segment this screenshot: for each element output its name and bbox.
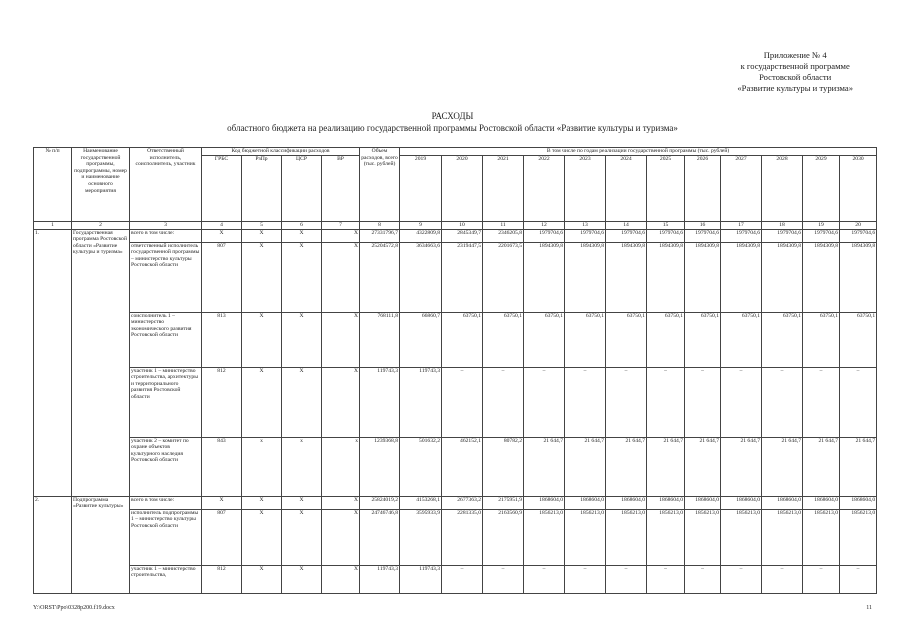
year-value: 1868604,0 (803, 496, 840, 509)
column-number-row (34, 221, 877, 229)
year-value: – (524, 565, 565, 593)
responsible: ответственный исполнитель государственной программы – министерство культуры Ростовской области (130, 242, 202, 312)
total-volume: 119743,3 (360, 565, 400, 593)
header-year: 2029 (803, 155, 840, 221)
csr-code: X (282, 367, 322, 437)
year-value: 1979704,6 (721, 229, 762, 242)
column-number: 16 (685, 221, 721, 229)
year-value: – (606, 367, 647, 437)
year-value: 21 644,7 (606, 437, 647, 496)
year-value: 1868604,0 (762, 496, 803, 509)
column-number: 13 (565, 221, 606, 229)
header-year: 2024 (606, 155, 647, 221)
year-value: 63750,1 (606, 312, 647, 367)
header-vr: ВР (322, 155, 360, 221)
year-value: – (762, 367, 803, 437)
row-number: 2. (34, 496, 72, 593)
year-value: 119743,3 (400, 367, 442, 437)
year-value: 63750,1 (762, 312, 803, 367)
table-body (34, 229, 877, 593)
table-row (34, 509, 877, 565)
grbs-code: 813 (202, 312, 242, 367)
header-year: 2021 (483, 155, 524, 221)
csr-code: X (282, 565, 322, 593)
year-value: 1868604,0 (606, 496, 647, 509)
year-value: 2281335,0 (442, 509, 483, 565)
year-value: 1979704,6 (565, 229, 606, 242)
year-value: – (442, 367, 483, 437)
rzpr-code: x (242, 437, 282, 496)
header-year: 2027 (721, 155, 762, 221)
responsible: всего в том числе: (130, 229, 202, 242)
column-number: 5 (242, 221, 282, 229)
vr-code: X (322, 312, 360, 367)
vr-code: x (322, 437, 360, 496)
header-year: 2023 (565, 155, 606, 221)
vr-code: X (322, 496, 360, 509)
rzpr-code: X (242, 565, 282, 593)
year-value: – (685, 367, 721, 437)
year-value: 21 644,7 (803, 437, 840, 496)
year-value: 63750,1 (840, 312, 877, 367)
rzpr-code: X (242, 312, 282, 367)
year-value: 1856213,0 (565, 509, 606, 565)
document-title (0, 110, 905, 134)
column-number: 3 (130, 221, 202, 229)
year-value: 63750,1 (647, 312, 685, 367)
column-number: 10 (442, 221, 483, 229)
budget-table (33, 147, 877, 594)
year-value: 66860,7 (400, 312, 442, 367)
column-number: 12 (524, 221, 565, 229)
year-value: 462152,1 (442, 437, 483, 496)
year-value: 2163560,9 (483, 509, 524, 565)
year-value: 63750,1 (721, 312, 762, 367)
file-path: Y:\ORST\Ppo\0328p200.f19.docx (33, 605, 115, 611)
year-value: 1894309,8 (685, 242, 721, 312)
table-row (34, 565, 877, 593)
rzpr-code: X (242, 367, 282, 437)
year-value: 21 644,7 (647, 437, 685, 496)
year-value: 63750,1 (524, 312, 565, 367)
year-value: 1979704,6 (606, 229, 647, 242)
year-value: 1856213,0 (840, 509, 877, 565)
header-year: 2030 (840, 155, 877, 221)
rzpr-code: X (242, 496, 282, 509)
total-volume: 768111,8 (360, 312, 400, 367)
year-value: 2677363,2 (442, 496, 483, 509)
year-value: – (606, 565, 647, 593)
year-value: 501632,2 (400, 437, 442, 496)
vr-code: X (322, 242, 360, 312)
csr-code: X (282, 496, 322, 509)
total-volume: 27331796,7 (360, 229, 400, 242)
row-number: 1. (34, 229, 72, 496)
year-value: 4153268,1 (400, 496, 442, 509)
column-number: 20 (840, 221, 877, 229)
appendix-line: «Развитие культуры и туризма» (737, 83, 853, 93)
year-value: 63750,1 (803, 312, 840, 367)
total-volume: 119743,3 (360, 367, 400, 437)
vr-code: X (322, 565, 360, 593)
year-value: 21 644,7 (685, 437, 721, 496)
table-row (34, 229, 877, 242)
year-value: 1979704,6 (685, 229, 721, 242)
appendix-line: к государственной программе (740, 61, 850, 71)
csr-code: x (282, 437, 322, 496)
year-value: 1979704,6 (647, 229, 685, 242)
header-code-group: Код бюджетной классификации расходов (202, 148, 360, 156)
table-row (34, 437, 877, 496)
total-volume: 25204572,8 (360, 242, 400, 312)
column-number: 14 (606, 221, 647, 229)
title-line: областного бюджета на реализацию государственной программы Ростовской области «Развитие культуры и туризма» (227, 123, 678, 133)
column-number: 15 (647, 221, 685, 229)
column-number: 17 (721, 221, 762, 229)
csr-code: X (282, 229, 322, 242)
year-value: 1979704,6 (840, 229, 877, 242)
year-value: 1894309,8 (565, 242, 606, 312)
year-value: – (524, 367, 565, 437)
year-value: – (840, 565, 877, 593)
vr-code: X (322, 229, 360, 242)
year-value: 1979704,6 (762, 229, 803, 242)
title-line: РАСХОДЫ (431, 111, 474, 121)
year-value: 2175951,9 (483, 496, 524, 509)
vr-code: X (322, 509, 360, 565)
responsible: участник 2 – комитет по охране объектов культурного наследия Ростовской области (130, 437, 202, 496)
header-year: 2020 (442, 155, 483, 221)
year-value: 1894309,8 (762, 242, 803, 312)
column-number: 8 (360, 221, 400, 229)
year-value: 63750,1 (483, 312, 524, 367)
year-value: – (483, 367, 524, 437)
table-row (34, 496, 877, 509)
column-number: 2 (72, 221, 130, 229)
year-value: 4322809,8 (400, 229, 442, 242)
column-number: 4 (202, 221, 242, 229)
grbs-code: 843 (202, 437, 242, 496)
header-year: 2022 (524, 155, 565, 221)
year-value: 1856213,0 (685, 509, 721, 565)
program-name: Подпрограмма «Развитие культуры» (72, 496, 130, 593)
year-value: – (647, 565, 685, 593)
column-number: 7 (322, 221, 360, 229)
grbs-code: 812 (202, 367, 242, 437)
table-row (34, 242, 877, 312)
header-volume: Объем расходов, всего (тыс. рублей) (360, 148, 400, 222)
year-value: 63750,1 (442, 312, 483, 367)
year-value: 1894309,8 (524, 242, 565, 312)
year-value: – (483, 565, 524, 593)
year-value: 119743,3 (400, 565, 442, 593)
column-number: 18 (762, 221, 803, 229)
table-row (34, 312, 877, 367)
year-value: 2319447,5 (442, 242, 483, 312)
year-value: 80782,2 (483, 437, 524, 496)
grbs-code: X (202, 229, 242, 242)
csr-code: X (282, 312, 322, 367)
year-value: – (442, 565, 483, 593)
column-number: 19 (803, 221, 840, 229)
column-number: 11 (483, 221, 524, 229)
header-year: 2026 (685, 155, 721, 221)
year-value: 2201673,5 (483, 242, 524, 312)
header-grbs: ГРБС (202, 155, 242, 221)
column-number: 1 (34, 221, 72, 229)
year-value: 1856213,0 (606, 509, 647, 565)
appendix-block (737, 50, 853, 94)
year-value: 1856213,0 (762, 509, 803, 565)
responsible: исполнитель подпрограммы 1 – министерство культуры Ростовской области (130, 509, 202, 565)
year-value: 1894309,8 (803, 242, 840, 312)
year-value: – (840, 367, 877, 437)
grbs-code: 812 (202, 565, 242, 593)
year-value: 21 644,7 (840, 437, 877, 496)
year-value: – (721, 367, 762, 437)
year-value: – (721, 565, 762, 593)
header-year: 2025 (647, 155, 685, 221)
year-value: 1894309,8 (721, 242, 762, 312)
year-value: – (565, 565, 606, 593)
year-value: 21 644,7 (565, 437, 606, 496)
grbs-code: 807 (202, 509, 242, 565)
header-years-group: В том числе по годам реализации государственной программы (тыс. рублей) (400, 148, 877, 156)
responsible: соисполнитель 1 – министерство экономического развития Ростовской области (130, 312, 202, 367)
year-value: 1979704,6 (524, 229, 565, 242)
header-row (34, 148, 877, 156)
column-number: 6 (282, 221, 322, 229)
rzpr-code: X (242, 509, 282, 565)
year-value: 1856213,0 (647, 509, 685, 565)
appendix-line: Приложение № 4 (763, 50, 827, 60)
year-value: 1868604,0 (565, 496, 606, 509)
year-value: 21 644,7 (524, 437, 565, 496)
rzpr-code: X (242, 242, 282, 312)
year-value: 1868604,0 (524, 496, 565, 509)
year-value: 63750,1 (685, 312, 721, 367)
year-value: – (647, 367, 685, 437)
header-name: Наименование государственной программы, подпрограммы, номер и наименование основного мероприятия (72, 148, 130, 222)
column-number: 9 (400, 221, 442, 229)
total-volume: 24746746,8 (360, 509, 400, 565)
header-num: № п/п (34, 148, 72, 222)
program-name: Государственная программа Ростовской области «Развитие культуры и туризма» (72, 229, 130, 496)
header-rzpr: РзПр (242, 155, 282, 221)
year-value: 1868604,0 (685, 496, 721, 509)
table-row (34, 367, 877, 437)
header-csr: ЦСР (282, 155, 322, 221)
responsible: участник 1 – министерство строительства, (130, 565, 202, 593)
grbs-code: X (202, 496, 242, 509)
rzpr-code: X (242, 229, 282, 242)
year-value: 1856213,0 (524, 509, 565, 565)
responsible: участник 1 – министерство строительства, архитектуры и территориального развития Ростовской области (130, 367, 202, 437)
year-value: 21 644,7 (762, 437, 803, 496)
year-value: – (565, 367, 606, 437)
year-value: – (803, 367, 840, 437)
header-year: 2028 (762, 155, 803, 221)
page-number: 11 (866, 605, 872, 611)
year-value: 1856213,0 (721, 509, 762, 565)
header-year: 2019 (400, 155, 442, 221)
vr-code: X (322, 367, 360, 437)
year-value: 1894309,8 (647, 242, 685, 312)
year-value: – (685, 565, 721, 593)
year-value: 1894309,8 (606, 242, 647, 312)
grbs-code: 807 (202, 242, 242, 312)
year-value: 1868604,0 (840, 496, 877, 509)
year-value: 63750,1 (565, 312, 606, 367)
year-value: 2346205,8 (483, 229, 524, 242)
year-value: 1868604,0 (647, 496, 685, 509)
year-value: 1894309,8 (840, 242, 877, 312)
year-value: 1856213,0 (803, 509, 840, 565)
year-value: 2845349,7 (442, 229, 483, 242)
year-value: – (762, 565, 803, 593)
total-volume: 1239368,8 (360, 437, 400, 496)
responsible: всего в том числе: (130, 496, 202, 509)
year-value: – (803, 565, 840, 593)
year-value: 3634663,6 (400, 242, 442, 312)
csr-code: X (282, 242, 322, 312)
year-value: 1868604,0 (721, 496, 762, 509)
total-volume: 25824019,2 (360, 496, 400, 509)
year-value: 21 644,7 (721, 437, 762, 496)
appendix-line: Ростовской области (759, 72, 832, 82)
csr-code: X (282, 509, 322, 565)
year-value: 1979704,6 (803, 229, 840, 242)
header-resp: Ответственный исполнитель, соисполнитель, участник (130, 148, 202, 222)
year-value: 3595933,9 (400, 509, 442, 565)
